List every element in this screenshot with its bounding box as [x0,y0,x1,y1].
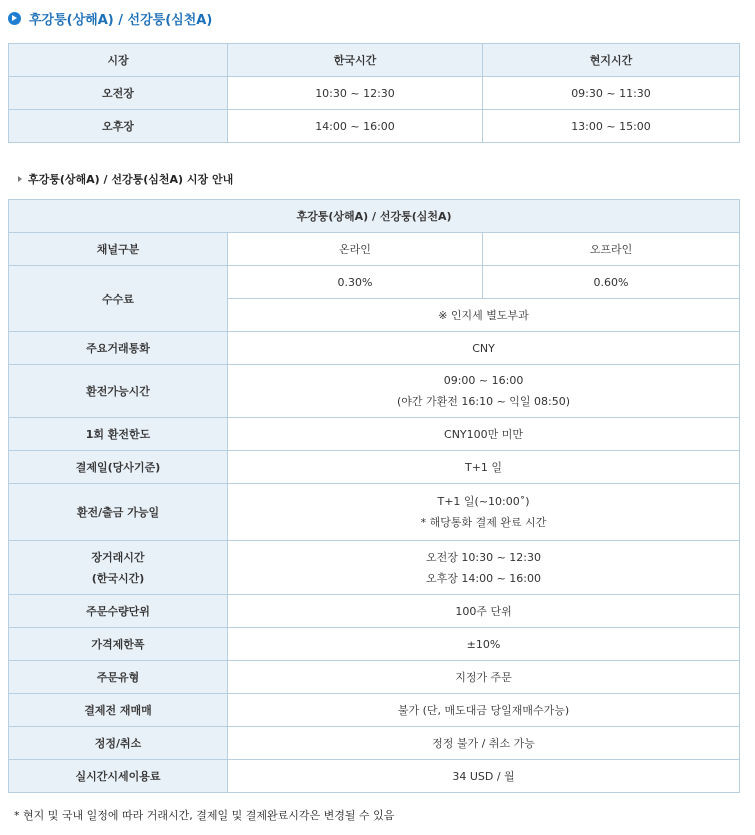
table-row [9,694,740,727]
column-header-korea-time: 한국시간 [228,44,483,77]
realtime-fee-label: 실시간시세이용료 [9,760,228,793]
circle-arrow-icon [8,12,21,25]
market-hours-line1: 오전장 10:30 ~ 12:30 [426,550,542,564]
table-header-row [9,44,740,77]
withdraw-day-line2: * 해당통화 결제 완료 시간 [420,516,547,529]
section-heading-row [18,172,233,186]
table-row [9,541,740,595]
korea-time-afternoon: 14:00 ~ 16:00 [228,110,483,143]
withdraw-day-line1: T+1 일(~10:00˚) [437,495,530,508]
guide-table-title: 후강퉁(상해A) / 선강퉁(심천A) [9,200,740,233]
page-title-row [8,9,212,27]
table-row [9,110,740,143]
exchange-limit-value: CNY100만 미만 [228,418,740,451]
pre-settlement-value: 불가 (단, 매도대금 당일재매수가능) [228,694,740,727]
table-row [9,332,740,365]
correction-label: 정정/취소 [9,727,228,760]
table-row [9,628,740,661]
channel-offline: 오프라인 [483,233,740,266]
market-hours-label-line2: (한국시간) [91,571,145,585]
settlement-day-value: T+1 일 [228,451,740,484]
pre-settlement-label: 결제전 재매매 [9,694,228,727]
triangle-bullet-icon [18,176,22,182]
table-row [9,484,740,541]
korea-time-morning: 10:30 ~ 12:30 [228,77,483,110]
local-time-morning: 09:30 ~ 11:30 [483,77,740,110]
market-hours-line2: 오후장 14:00 ~ 16:00 [426,571,542,585]
fee-note: ※ 인지세 별도부과 [228,299,740,332]
table-row [9,77,740,110]
row-label-afternoon: 오후장 [9,110,228,143]
column-header-local-time: 현지시간 [483,44,740,77]
market-hours-label-line1: 장거래시간 [91,550,145,564]
price-limit-label: 가격제한폭 [9,628,228,661]
page-title: 후강퉁(상해A) / 선강퉁(심천A) [29,12,213,28]
row-label-morning: 오전장 [9,77,228,110]
table-row [9,418,740,451]
section-heading: 후강퉁(상해A) / 선강퉁(심천A) 시장 안내 [28,173,234,186]
channel-online: 온라인 [228,233,483,266]
fee-label: 수수료 [9,266,228,332]
order-unit-label: 주문수량단위 [9,595,228,628]
order-type-value: 지정가 주문 [228,661,740,694]
market-hours-label [9,541,228,595]
price-limit-value: ±10% [228,628,740,661]
exchange-hours-value [228,365,740,418]
exchange-hours-line1: 09:00 ~ 16:00 [443,374,524,387]
table-row [9,727,740,760]
table-row [9,451,740,484]
realtime-fee-value: 34 USD / 월 [228,760,740,793]
exchange-hours-line2: (야간 가환전 16:10 ~ 익일 08:50) [396,395,571,408]
table-row [9,266,740,299]
settlement-day-label: 결제일(당사기준) [9,451,228,484]
footnote: * 현지 및 국내 일정에 따라 거래시간, 결제일 및 결제완료시각은 변경될 수 있음 [14,809,395,822]
currency-label: 주요거래통화 [9,332,228,365]
table-row [9,200,740,233]
table-row [9,365,740,418]
fee-online: 0.30% [228,266,483,299]
column-header-market: 시장 [9,44,228,77]
table-row [9,760,740,793]
withdraw-day-value [228,484,740,541]
table-row [9,233,740,266]
market-hours-value [228,541,740,595]
fee-offline: 0.60% [483,266,740,299]
correction-value: 정정 불가 / 취소 가능 [228,727,740,760]
withdraw-day-label: 환전/출금 가능일 [9,484,228,541]
exchange-hours-label: 환전가능시간 [9,365,228,418]
local-time-afternoon: 13:00 ~ 15:00 [483,110,740,143]
order-unit-value: 100주 단위 [228,595,740,628]
currency-value: CNY [228,332,740,365]
order-type-label: 주문유형 [9,661,228,694]
table-row [9,595,740,628]
channel-label: 채널구분 [9,233,228,266]
exchange-limit-label: 1회 환전한도 [9,418,228,451]
market-guide-table [8,199,740,793]
trading-hours-table [8,43,740,143]
table-row [9,661,740,694]
